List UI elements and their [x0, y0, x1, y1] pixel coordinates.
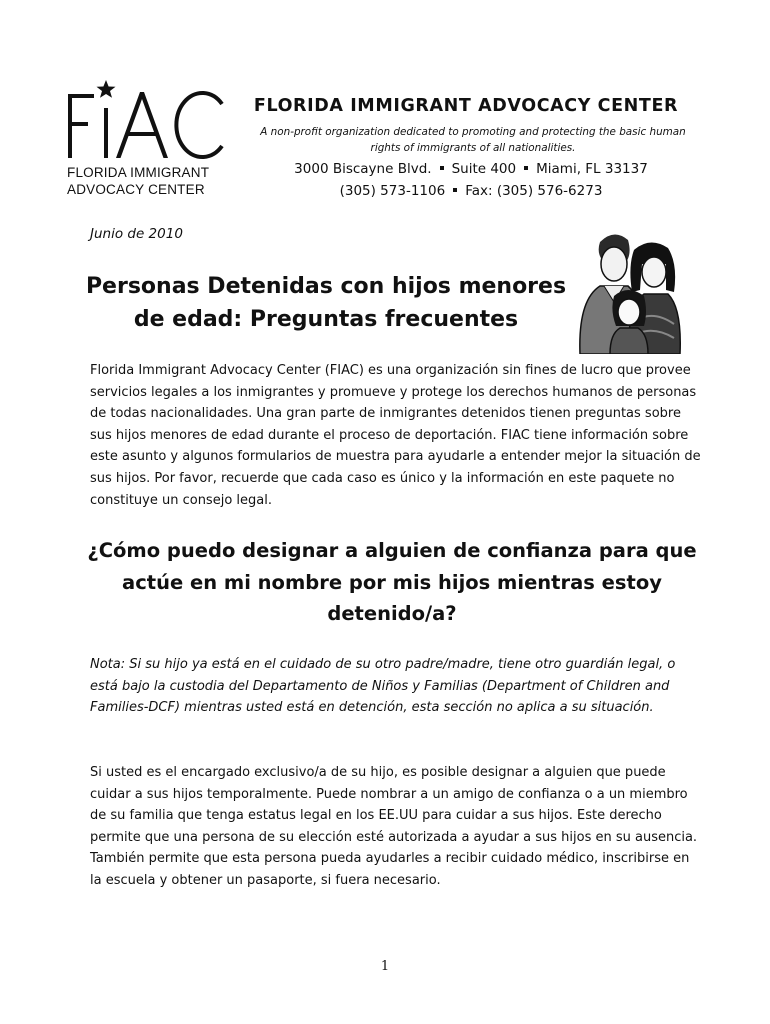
org-name-heading: FLORIDA IMMIGRANT ADVOCACY CENTER — [253, 96, 679, 116]
phone-number: (305) 573-1106 — [339, 183, 446, 199]
document-title: Personas Detenidas con hijos menores de edad: Preguntas frecuentes — [85, 274, 567, 332]
bullet-separator — [453, 188, 457, 192]
fax-number: Fax: (305) 576-6273 — [465, 183, 603, 199]
logo-org-name: FLORIDA IMMIGRANT ADVOCACY CENTER — [67, 165, 210, 197]
family-illustration — [570, 230, 682, 354]
body-paragraph: Si usted es el encargado exclusivo/a de su hijo, es posible designar a alguien que puede cuidar a sus hijos temporalmente. Puede nombrar a un amigo de confianza o a un miembro de su familia que tenga estatus legal en los EE.UU para cuidar a sus hijos. Este derecho permite que una persona de su elección esté autorizada a ayudar a sus hijos en su ausencia. También permite que esta persona pueda ayudarles a recibir cuidado médico, inscribirse en la escuela y obtener un pasaporte, si fuera necesario. — [90, 765, 698, 888]
page-number: 1 — [380, 959, 390, 974]
org-contact — [236, 183, 706, 199]
bullet-separator — [524, 166, 528, 170]
address-city: Miami, FL 33137 — [536, 161, 648, 177]
address-street: 3000 Biscayne Blvd. — [294, 161, 432, 177]
document-date: Junio de 2010 — [90, 226, 183, 242]
note-paragraph: Nota: Si su hijo ya está en el cuidado de su otro padre/madre, tiene otro guardián legal, o está bajo la custodia del Departamento de Niños y Familias (Department of Children and Families-DCF) mientras usted está en detención, esta sección no aplica a su situación. — [90, 657, 676, 716]
fiac-logo-mark — [66, 80, 231, 160]
section-heading: ¿Cómo puedo designar a alguien de confianza para que actúe en mi nombre por mis hijos mientras estoy detenido/a? — [87, 539, 697, 625]
address-suite: Suite 400 — [451, 161, 517, 177]
intro-paragraph: Florida Immigrant Advocacy Center (FIAC) es una organización sin fines de lucro que provee servicios legales a los inmigrantes y promueve y protege los derechos humanos de personas de todas nacionalidades. Una gran parte de inmigrantes detenidos tienen preguntas sobre sus hijos menores de edad durante el proceso de deportación. FIAC tiene información sobre este asunto y algunos formularios de muestra para ayudarle a entender mejor la situación de sus hijos. Por favor, recuerde que cada caso es único y la información en este paquete no constituye un consejo legal. — [90, 363, 701, 508]
org-address — [236, 161, 706, 177]
org-tagline: A non-profit organization dedicated to promoting and protecting the basic human rights of immigrants of all nationalities. — [260, 126, 686, 154]
bullet-separator — [440, 166, 444, 170]
